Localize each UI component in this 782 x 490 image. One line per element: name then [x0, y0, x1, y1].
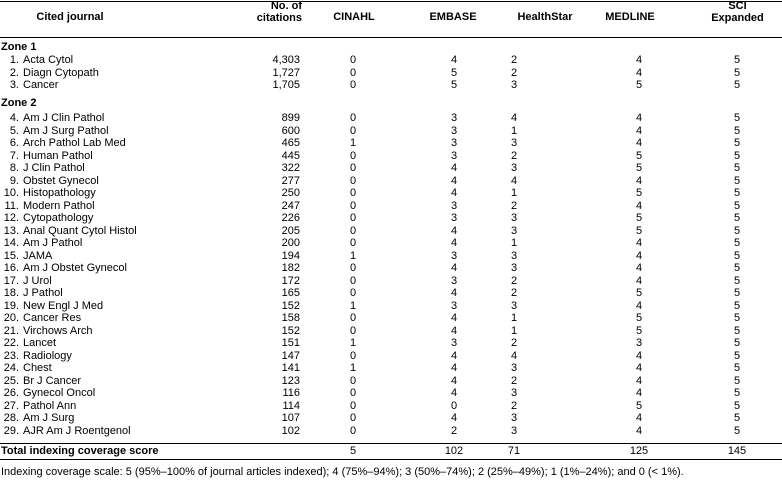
journal-name: Br J Cancer [23, 374, 82, 387]
healthstar-cell: 3 [510, 412, 518, 424]
cinahl-cell: 0 [349, 112, 357, 124]
healthstar-cell: 3 [510, 424, 518, 437]
header-citations-line2: citations [256, 12, 302, 24]
medline-cell: 4 [635, 124, 643, 137]
healthstar-cell: 4 [510, 112, 518, 124]
medline-cell: 4 [635, 299, 643, 312]
cinahl-cell: 1 [349, 362, 357, 374]
row-number: 16. [3, 262, 19, 274]
row-number: 17. [3, 274, 19, 287]
journal-name: Am J Pathol [23, 237, 83, 249]
sci-expanded-cell: 5 [733, 199, 741, 212]
journal-name: J Urol [23, 274, 52, 287]
citations-cell: 200 [281, 237, 300, 249]
citations-cell: 899 [281, 112, 300, 124]
embase-cell: 4 [450, 54, 458, 66]
table-top-rule [0, 1, 782, 2]
citations-cell: 107 [281, 412, 300, 424]
row-number: 24. [3, 362, 19, 374]
embase-cell: 3 [450, 212, 458, 224]
journal-name: Virchows Arch [23, 324, 93, 337]
healthstar-cell: 1 [510, 312, 518, 324]
citations-cell: 247 [281, 199, 300, 212]
table-row [0, 287, 782, 300]
embase-cell: 4 [450, 262, 458, 274]
medline-cell: 5 [635, 187, 643, 199]
sci-expanded-cell: 5 [733, 79, 741, 91]
embase-cell: 3 [450, 274, 458, 287]
medline-cell: 5 [635, 324, 643, 337]
row-number: 26. [3, 387, 19, 399]
healthstar-cell: 2 [510, 337, 518, 349]
table-row [0, 275, 782, 288]
table-row [0, 387, 782, 400]
medline-cell: 5 [635, 224, 643, 237]
healthstar-cell: 3 [510, 362, 518, 374]
healthstar-cell: 2 [510, 199, 518, 212]
table-row [0, 187, 782, 200]
medline-cell: 4 [635, 424, 643, 437]
cinahl-cell: 1 [349, 337, 357, 349]
citations-cell: 205 [281, 224, 300, 237]
embase-cell: 0 [450, 399, 458, 412]
total-label: Total indexing coverage score [1, 445, 159, 457]
journal-name: Histopathology [23, 187, 96, 199]
medline-cell: 5 [635, 212, 643, 224]
row-number: 4. [9, 112, 19, 124]
healthstar-cell: 2 [510, 274, 518, 287]
citations-cell: 141 [281, 362, 300, 374]
embase-cell: 4 [450, 312, 458, 324]
sci-expanded-cell: 5 [733, 287, 741, 299]
healthstar-cell: 1 [510, 187, 518, 199]
sci-expanded-cell: 5 [733, 124, 741, 137]
row-number: 10. [3, 187, 19, 199]
row-number: 3. [9, 79, 19, 91]
citations-cell: 277 [281, 174, 300, 187]
embase-cell: 4 [450, 362, 458, 374]
medline-cell: 5 [635, 312, 643, 324]
sci-expanded-cell: 5 [733, 299, 741, 312]
cinahl-cell: 0 [349, 387, 357, 399]
medline-cell: 4 [635, 412, 643, 424]
cinahl-cell: 0 [349, 79, 357, 91]
row-number: 11. [4, 199, 19, 212]
medline-cell: 4 [635, 249, 643, 262]
embase-cell: 4 [450, 287, 458, 299]
table-row [0, 300, 782, 313]
sci-expanded-cell: 5 [733, 349, 741, 362]
journal-name: Anal Quant Cytol Histol [23, 224, 137, 237]
embase-cell: 4 [450, 237, 458, 249]
healthstar-cell: 2 [510, 54, 518, 66]
footnote: Indexing coverage scale: 5 (95%–100% of journal articles indexed); 4 (75%–94%); 3 (50%–74%); 2 (25%–49%); 1 (1%–24%); and 0 (< 1%). [1, 466, 684, 478]
embase-cell: 4 [450, 324, 458, 337]
healthstar-cell: 4 [510, 174, 518, 187]
journal-name: Radiology [23, 349, 72, 362]
healthstar-cell: 1 [510, 237, 518, 249]
sci-expanded-cell: 5 [733, 224, 741, 237]
total-embase: 102 [444, 445, 464, 457]
row-number: 9. [9, 174, 19, 187]
cinahl-cell: 0 [349, 199, 357, 212]
healthstar-cell: 3 [510, 162, 518, 174]
sci-expanded-cell: 5 [733, 312, 741, 324]
embase-cell: 3 [450, 299, 458, 312]
healthstar-cell: 3 [510, 137, 518, 149]
citations-cell: 1,727 [272, 66, 300, 79]
table-row [0, 237, 782, 250]
table-row [0, 375, 782, 388]
row-number: 1. [9, 54, 19, 66]
row-number: 13. [3, 224, 19, 237]
embase-cell: 4 [450, 162, 458, 174]
journal-name: Pathol Ann [23, 399, 77, 412]
table-row [0, 79, 782, 92]
sci-expanded-cell: 5 [733, 54, 741, 66]
table-row [0, 262, 782, 275]
row-number: 22. [3, 337, 19, 349]
embase-cell: 4 [450, 174, 458, 187]
journal-name: Acta Cytol [23, 54, 74, 66]
header-citations [232, 0, 302, 24]
healthstar-cell: 2 [510, 287, 518, 299]
sci-expanded-cell: 5 [733, 212, 741, 224]
journal-name: Am J Obstet Gynecol [23, 262, 127, 274]
row-number: 5. [9, 124, 19, 137]
cinahl-cell: 0 [349, 66, 357, 79]
cinahl-cell: 0 [349, 124, 357, 137]
sci-expanded-cell: 5 [733, 249, 741, 262]
header-rule [0, 37, 782, 38]
medline-cell: 4 [635, 237, 643, 249]
journal-name: JAMA [23, 249, 53, 262]
healthstar-cell: 2 [510, 149, 518, 162]
cinahl-cell: 0 [349, 149, 357, 162]
citations-cell: 151 [281, 337, 300, 349]
medline-cell: 4 [635, 374, 643, 387]
citations-cell: 600 [281, 124, 300, 137]
medline-cell: 4 [635, 54, 643, 66]
header-sci-line2: Expanded [711, 12, 764, 24]
journal-name: Arch Pathol Lab Med [23, 137, 126, 149]
medline-cell: 4 [635, 112, 643, 124]
embase-cell: 3 [450, 337, 458, 349]
row-number: 23. [3, 349, 19, 362]
cinahl-cell: 0 [349, 374, 357, 387]
citations-cell: 226 [281, 212, 300, 224]
journal-name: Chest [23, 362, 52, 374]
medline-cell: 4 [635, 262, 643, 274]
zone-1-label: Zone 1 [1, 41, 37, 53]
healthstar-cell: 3 [510, 387, 518, 399]
sci-expanded-cell: 5 [733, 162, 741, 174]
sci-expanded-cell: 5 [733, 262, 741, 274]
journal-name: Am J Surg [23, 412, 75, 424]
cinahl-cell: 0 [349, 162, 357, 174]
row-number: 21. [3, 324, 19, 337]
citations-cell: 116 [282, 387, 300, 399]
total-sci-expanded: 145 [727, 445, 747, 457]
total-cinahl: 5 [349, 445, 357, 457]
table-row [0, 150, 782, 163]
healthstar-cell: 4 [510, 349, 518, 362]
medline-cell: 4 [635, 137, 643, 149]
citations-cell: 445 [281, 149, 300, 162]
zone-1-rows [0, 54, 782, 92]
journal-name: J Clin Pathol [23, 162, 85, 174]
sci-expanded-cell: 5 [733, 149, 741, 162]
citations-cell: 322 [281, 162, 300, 174]
header-cited-journal: Cited journal [36, 11, 104, 23]
total-healthstar: 71 [507, 445, 521, 457]
cinahl-cell: 0 [349, 187, 357, 199]
embase-cell: 4 [450, 387, 458, 399]
medline-cell: 3 [635, 337, 643, 349]
header-healthstar: HealthStar [517, 11, 573, 23]
medline-cell: 4 [635, 199, 643, 212]
cinahl-cell: 0 [349, 174, 357, 187]
cinahl-cell: 0 [349, 287, 357, 299]
table-row [0, 325, 782, 338]
healthstar-cell: 3 [510, 212, 518, 224]
citations-cell: 194 [281, 249, 300, 262]
cinahl-cell: 0 [349, 424, 357, 437]
journal-name: Human Pathol [23, 149, 93, 162]
citations-cell: 114 [282, 399, 300, 412]
medline-cell: 4 [635, 349, 643, 362]
sci-expanded-cell: 5 [733, 399, 741, 412]
row-number: 18. [3, 287, 19, 299]
journal-name: Lancet [23, 337, 57, 349]
cinahl-cell: 0 [349, 412, 357, 424]
embase-cell: 5 [450, 66, 458, 79]
table-row [0, 400, 782, 413]
row-number: 8. [9, 162, 19, 174]
sci-expanded-cell: 5 [733, 112, 741, 124]
table-row [0, 125, 782, 138]
citations-cell: 465 [281, 137, 300, 149]
table-row [0, 67, 782, 80]
cinahl-cell: 1 [349, 137, 357, 149]
embase-cell: 4 [450, 374, 458, 387]
citations-cell: 172 [281, 274, 300, 287]
citations-cell: 165 [281, 287, 300, 299]
journal-name: Cancer Res [23, 312, 82, 324]
table-row [0, 175, 782, 188]
sci-expanded-cell: 5 [733, 174, 741, 187]
medline-cell: 4 [635, 274, 643, 287]
citations-cell: 158 [281, 312, 300, 324]
table-row [0, 112, 782, 125]
cinahl-cell: 0 [349, 312, 357, 324]
citations-cell: 102 [281, 424, 300, 437]
journal-name: Diagn Cytopath [23, 66, 99, 79]
cinahl-cell: 0 [349, 54, 357, 66]
healthstar-cell: 2 [510, 66, 518, 79]
table-row [0, 250, 782, 263]
table-row [0, 312, 782, 325]
healthstar-cell: 3 [510, 224, 518, 237]
header-medline: MEDLINE [605, 11, 655, 23]
sci-expanded-cell: 5 [733, 412, 741, 424]
journal-name: AJR Am J Roentgenol [23, 424, 131, 437]
citations-cell: 1,705 [272, 79, 300, 91]
sci-expanded-cell: 5 [733, 387, 741, 399]
sci-expanded-cell: 5 [733, 362, 741, 374]
cinahl-cell: 1 [349, 299, 357, 312]
journal-name: Am J Clin Pathol [23, 112, 105, 124]
embase-cell: 3 [450, 149, 458, 162]
citations-cell: 182 [281, 262, 300, 274]
cinahl-cell: 0 [349, 224, 357, 237]
embase-cell: 4 [450, 224, 458, 237]
row-number: 2. [9, 66, 19, 79]
table-row [0, 54, 782, 67]
total-rule [0, 443, 782, 444]
header-cinahl: CINAHL [333, 11, 375, 23]
sci-expanded-cell: 5 [733, 337, 741, 349]
table-row [0, 337, 782, 350]
medline-cell: 5 [635, 162, 643, 174]
journal-name: Am J Surg Pathol [23, 124, 109, 137]
row-number: 15. [3, 249, 19, 262]
healthstar-cell: 3 [510, 79, 518, 91]
medline-cell: 5 [635, 399, 643, 412]
header-embase: EMBASE [429, 11, 477, 23]
cinahl-cell: 1 [349, 249, 357, 262]
journal-name: Cancer [23, 79, 59, 91]
row-number: 29. [3, 424, 19, 437]
table-row [0, 200, 782, 213]
row-number: 25. [3, 374, 19, 387]
sci-expanded-cell: 5 [733, 237, 741, 249]
total-row [0, 445, 782, 457]
citations-cell: 147 [281, 349, 300, 362]
citations-cell: 4,303 [272, 54, 300, 66]
table-row [0, 137, 782, 150]
embase-cell: 5 [450, 79, 458, 91]
header-citations-line1: No. of [270, 0, 302, 12]
embase-cell: 3 [450, 112, 458, 124]
row-number: 6. [9, 137, 19, 149]
medline-cell: 4 [635, 362, 643, 374]
row-number: 7. [9, 149, 19, 162]
cinahl-cell: 0 [349, 237, 357, 249]
citations-cell: 152 [281, 324, 300, 337]
sci-expanded-cell: 5 [733, 324, 741, 337]
sci-expanded-cell: 5 [733, 187, 741, 199]
healthstar-cell: 1 [510, 324, 518, 337]
cinahl-cell: 0 [349, 274, 357, 287]
table-bottom-rule [0, 459, 782, 460]
medline-cell: 5 [635, 287, 643, 299]
medline-cell: 4 [635, 66, 643, 79]
table-row [0, 362, 782, 375]
cinahl-cell: 0 [349, 262, 357, 274]
zone-2-rows [0, 112, 782, 437]
row-number: 14. [3, 237, 19, 249]
table-row [0, 412, 782, 425]
journal-name: J Pathol [23, 287, 63, 299]
header-sci-expanded [700, 0, 775, 24]
healthstar-cell: 3 [510, 262, 518, 274]
healthstar-cell: 2 [510, 399, 518, 412]
header-sci-line1: SCI [728, 0, 747, 12]
row-number: 27. [3, 399, 19, 412]
healthstar-cell: 3 [510, 249, 518, 262]
embase-cell: 4 [450, 349, 458, 362]
sci-expanded-cell: 5 [733, 374, 741, 387]
medline-cell: 5 [635, 149, 643, 162]
row-number: 19. [3, 299, 19, 312]
row-number: 20. [3, 312, 19, 324]
cinahl-cell: 0 [349, 349, 357, 362]
sci-expanded-cell: 5 [733, 66, 741, 79]
table-row [0, 162, 782, 175]
healthstar-cell: 2 [510, 374, 518, 387]
table-row [0, 225, 782, 238]
embase-cell: 3 [450, 137, 458, 149]
citations-cell: 152 [281, 299, 300, 312]
row-number: 12. [3, 212, 19, 224]
embase-cell: 3 [450, 249, 458, 262]
medline-cell: 4 [635, 174, 643, 187]
sci-expanded-cell: 5 [733, 137, 741, 149]
cinahl-cell: 0 [349, 399, 357, 412]
zone-2-label: Zone 2 [1, 97, 37, 109]
embase-cell: 3 [450, 124, 458, 137]
healthstar-cell: 1 [510, 124, 518, 137]
journal-name: New Engl J Med [23, 299, 104, 312]
journal-name: Modern Pathol [23, 199, 95, 212]
total-medline: 125 [629, 445, 649, 457]
table-row [0, 212, 782, 225]
embase-cell: 4 [450, 412, 458, 424]
journal-name: Cytopathology [23, 212, 94, 224]
medline-cell: 4 [635, 387, 643, 399]
citations-cell: 123 [281, 374, 300, 387]
journal-name: Obstet Gynecol [23, 174, 99, 187]
journal-name: Gynecol Oncol [23, 387, 96, 399]
healthstar-cell: 3 [510, 299, 518, 312]
embase-cell: 2 [450, 424, 458, 437]
cinahl-cell: 0 [349, 212, 357, 224]
sci-expanded-cell: 5 [733, 274, 741, 287]
table-row [0, 425, 782, 438]
sci-expanded-cell: 5 [733, 424, 741, 437]
embase-cell: 3 [450, 199, 458, 212]
table-row [0, 350, 782, 363]
medline-cell: 5 [635, 79, 643, 91]
embase-cell: 4 [450, 187, 458, 199]
row-number: 28. [3, 412, 19, 424]
citations-cell: 250 [281, 187, 300, 199]
cinahl-cell: 0 [349, 324, 357, 337]
